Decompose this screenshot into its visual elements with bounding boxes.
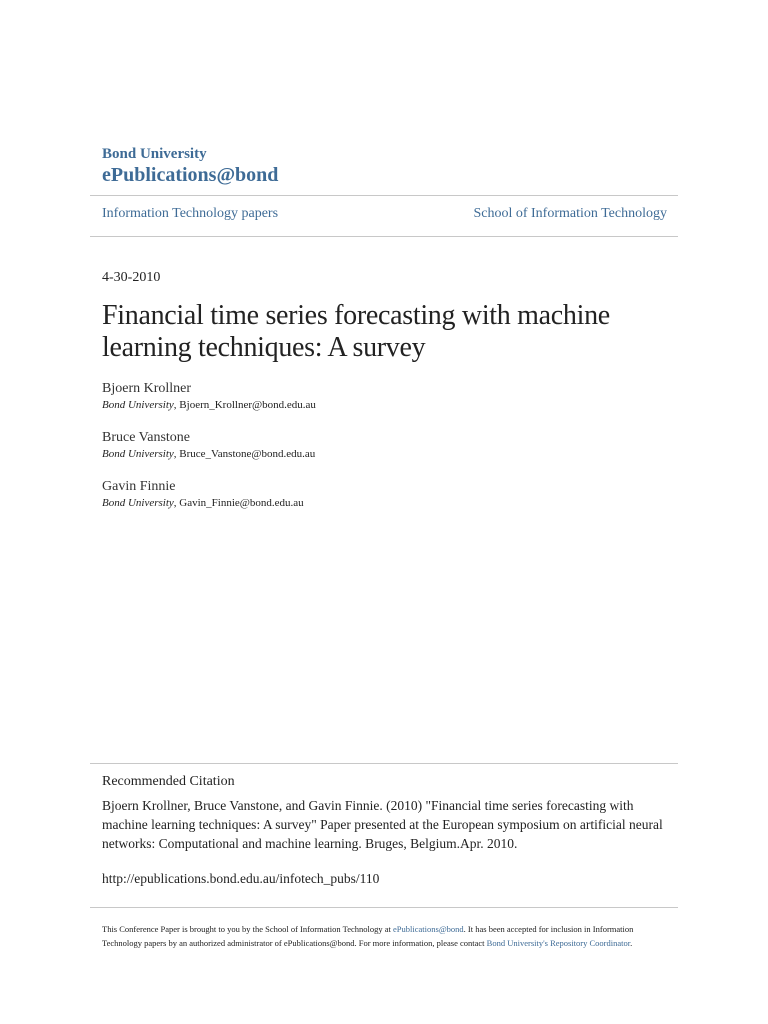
footer-text: This Conference Paper is brought to you by the School of Information Technology at	[102, 924, 394, 934]
citation-divider	[90, 763, 678, 764]
series-links	[102, 206, 667, 222]
footer-text: .	[630, 938, 633, 948]
paper-title: Financial time series forecasting with machine learning techniques: A survey	[102, 300, 610, 363]
citation-text: Bjoern Krollner, Bruce Vanstone, and Gavin Finnie. (2010) "Financial time series forecasting with machine learning techniques: A survey" Paper presented at the European symposium on artificial neural networks: Computational and machine learning. Bruges, Belgium.Apr. 2010.	[102, 798, 663, 851]
author-email: , Bruce_Vanstone@bond.edu.au	[173, 448, 316, 460]
author-email: , Bjoern_Krollner@bond.edu.au	[173, 399, 316, 411]
author-entry	[102, 380, 662, 413]
footer-link-coordinator[interactable]: Bond University's Repository Coordinator	[486, 938, 631, 948]
masthead	[102, 145, 278, 187]
footer-link-epublications[interactable]: ePublications@bond	[393, 924, 464, 934]
author-affiliation	[102, 447, 662, 462]
author-email: , Gavin_Finnie@bond.edu.au	[173, 497, 304, 509]
author-affiliation	[102, 398, 662, 413]
footer-notice	[102, 922, 662, 950]
author-name: Bjoern Krollner	[102, 381, 192, 396]
repository-name[interactable]: ePublications@bond	[102, 164, 279, 186]
footer-divider	[90, 907, 678, 908]
author-list	[102, 380, 662, 527]
series-link-it-papers[interactable]: Information Technology papers	[102, 206, 279, 221]
author-institution: Bond University	[102, 399, 174, 411]
author-affiliation	[102, 496, 662, 511]
author-institution: Bond University	[102, 497, 174, 509]
author-name: Bruce Vanstone	[102, 430, 190, 445]
author-institution: Bond University	[102, 448, 174, 460]
citation-url[interactable]: http://epublications.bond.edu.au/infotech_pubs/110	[102, 871, 380, 886]
top-divider	[90, 195, 678, 196]
publication-date: 4-30-2010	[102, 270, 161, 285]
author-entry	[102, 478, 662, 511]
series-divider	[90, 236, 678, 237]
citation-heading: Recommended Citation	[102, 774, 235, 789]
university-name: Bond University	[102, 146, 207, 162]
series-link-school[interactable]: School of Information Technology	[473, 206, 667, 221]
author-name: Gavin Finnie	[102, 479, 176, 494]
author-entry	[102, 429, 662, 462]
footer-text: . It has been accepted for inclusion in Information Technology papers by an authorized administrator of ePublications@bond. For more information, please contact	[102, 924, 634, 948]
